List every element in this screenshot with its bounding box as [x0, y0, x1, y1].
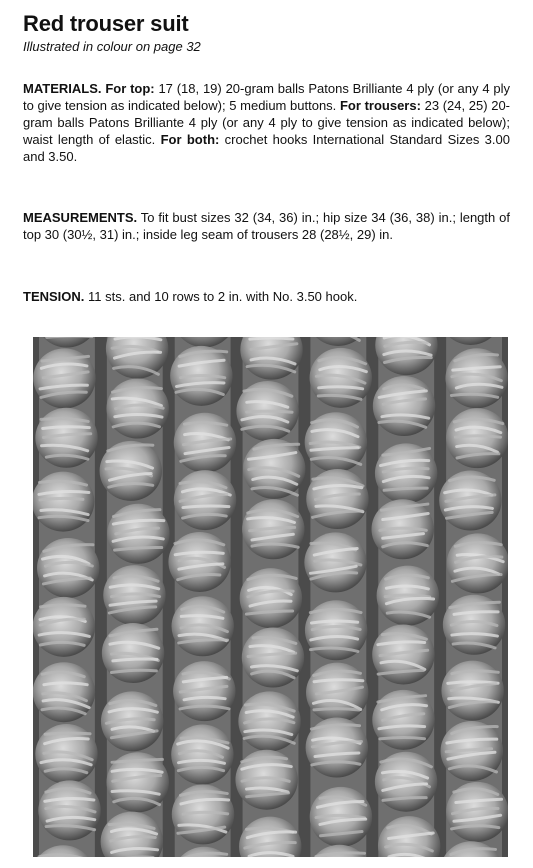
stitch-texture-graphic — [33, 337, 508, 857]
tension-heading: TENSION. — [23, 289, 85, 304]
pattern-title: Red trouser suit — [23, 11, 189, 36]
yarn-strand — [380, 737, 425, 738]
stitch-groove — [33, 337, 39, 857]
yarn-strand — [250, 338, 293, 339]
materials-trousers-text: 23 (24, 25) 20-gram balls Patons Brilliante 4 ply (or any 4 ply to give tension as indicated below); waist length of elastic. — [23, 98, 511, 147]
materials-top-text: 17 (18, 19) 20-gram balls Patons Brilliante 4 ply (or any 4 ply to give tension as indicated below); 5 medium buttons. — [23, 81, 510, 113]
yarn-strand — [43, 427, 90, 429]
yarn-strand — [314, 709, 359, 710]
materials-trousers-label: For trousers: — [339, 98, 421, 113]
yarn-strand — [247, 411, 292, 412]
materials-section — [23, 80, 510, 165]
yarn-strand — [455, 436, 500, 437]
materials-both-text: crochet hooks International Standard Sizes 3.00 and 3.50. — [23, 132, 510, 164]
materials-top-label: For top: — [105, 81, 155, 96]
pattern-subtitle: Illustrated in colour on page 32 — [23, 39, 201, 54]
tension-text: 11 sts. and 10 rows to 2 in. with No. 3.50 hook. — [84, 289, 358, 304]
stitch-rows — [33, 337, 508, 857]
materials-heading: MATERIALS. — [23, 81, 102, 96]
tension-section — [23, 288, 510, 305]
yarn-strand — [45, 733, 90, 734]
crochet-stitch-sample-photo — [33, 337, 508, 857]
materials-both-label: For both: — [160, 132, 220, 147]
yarn-strand — [183, 506, 229, 508]
measurements-section — [23, 209, 510, 243]
measurements-text: To fit bust sizes 32 (34, 36) in.; hip size 34 (36, 38) in.; length of top 30 (30½, 31) in.; inside leg seam of trousers 28 (28½, 29) in. — [23, 210, 510, 242]
yarn-strand — [40, 498, 83, 500]
stitch-groove — [502, 337, 508, 857]
measurements-heading: MEASUREMENTS. — [23, 210, 138, 225]
